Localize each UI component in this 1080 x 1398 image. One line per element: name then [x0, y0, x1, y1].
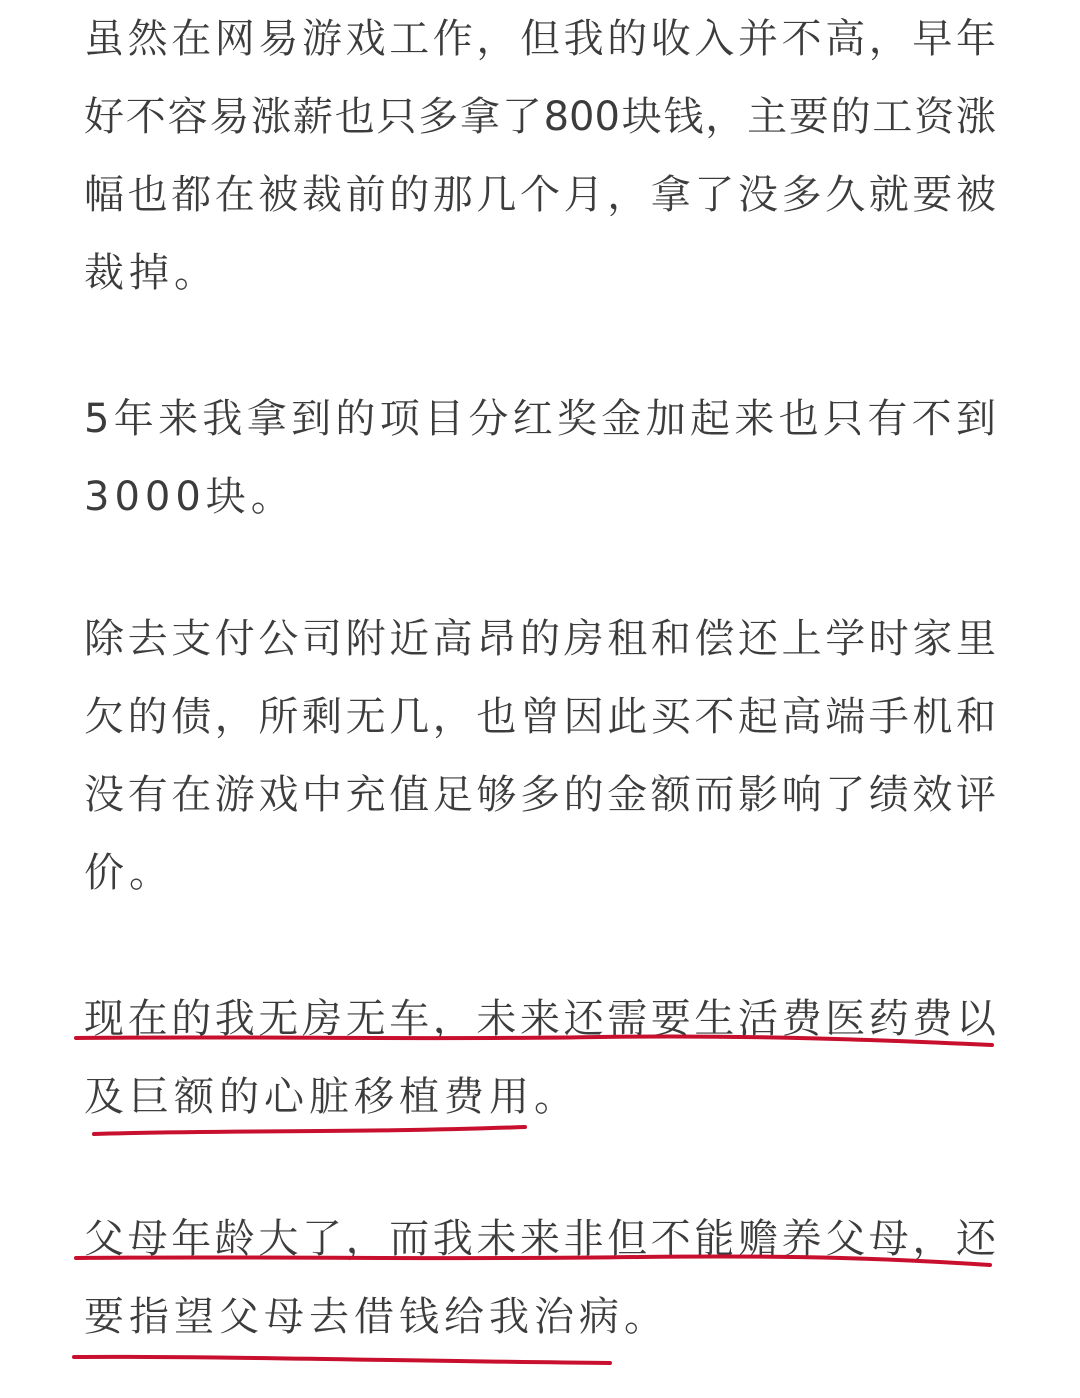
text-line: 价。 [84, 850, 174, 896]
text-line-highlighted: 及巨额的心脏移植费用。 [84, 1074, 579, 1120]
text-line: 幅也都在被裁前的那几个月，拿了没多久就要被 [84, 172, 996, 218]
text-line: 没有在游戏中充值足够多的金额而影响了绩效评 [84, 772, 996, 818]
text-line: 好不容易涨薪也只多拿了800块钱，主要的工资涨 [84, 94, 996, 140]
text-line: 欠的债，所剩无几，也曾因此买不起高端手机和 [84, 694, 996, 740]
text-line-highlighted: 要指望父母去借钱给我治病。 [84, 1294, 669, 1340]
text-line: 3000块。 [84, 474, 296, 520]
text-line-highlighted: 父母年龄大了，而我未来非但不能赡养父母，还 [84, 1216, 996, 1262]
text-line: 5年来我拿到的项目分红奖金加起来也只有不到 [84, 396, 996, 442]
text-line: 虽然在网易游戏工作，但我的收入并不高，早年 [84, 16, 996, 62]
text-line: 除去支付公司附近高昂的房租和偿还上学时家里 [84, 616, 996, 662]
text-line: 裁掉。 [84, 250, 219, 296]
red-underline [74, 1357, 610, 1363]
text-line-highlighted: 现在的我无房无车，未来还需要生活费医药费以 [84, 996, 996, 1042]
